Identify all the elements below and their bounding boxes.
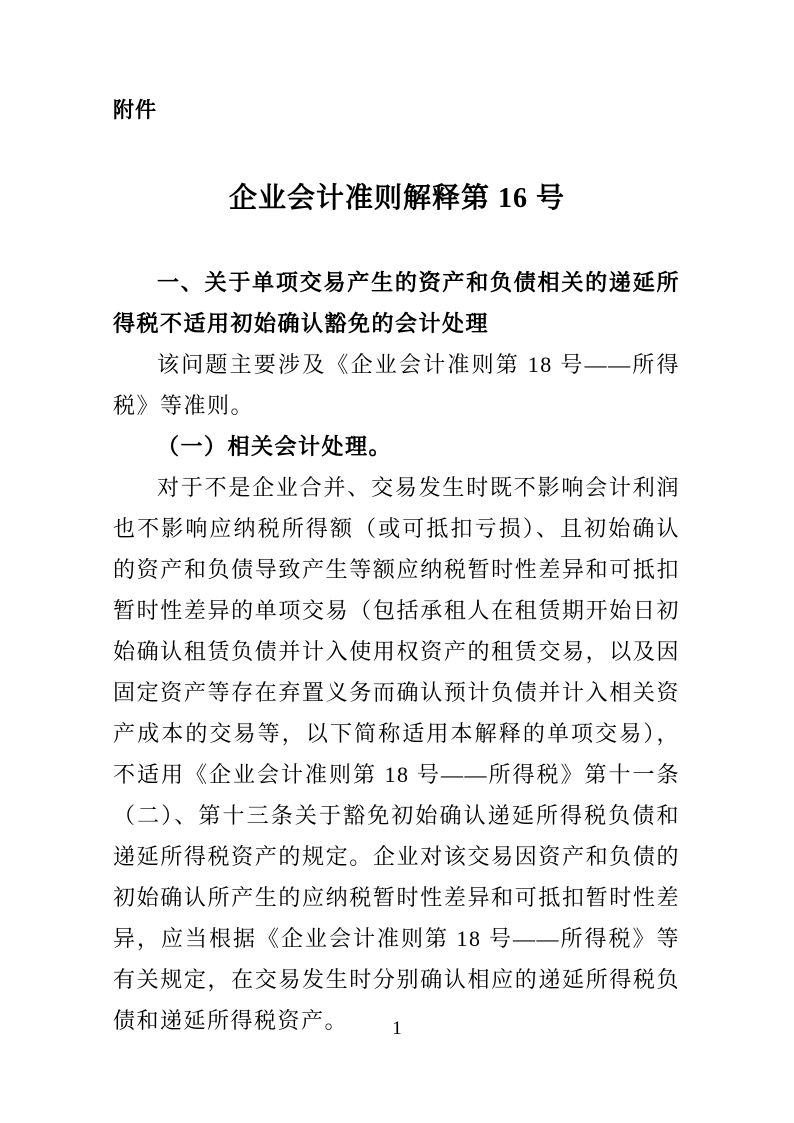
section-intro-paragraph: 该问题主要涉及《企业会计准则第 18 号——所得税》等准则。 — [113, 352, 680, 418]
page-number: 1 — [392, 1018, 402, 1039]
subsection-heading: （一）相关会计处理。 — [157, 434, 393, 459]
subsection-paragraph: 对于不是企业合并、交易发生时既不影响会计利润也不影响应纳税所得额（或可抵扣亏损）、且初始确认的资产和负债导致产生等额应纳税暂时性差异和可抵扣暂时性差异的单项交易（包括承租人在租赁期开始日初始确认租赁负债并计入使用权资产的租赁交易，以及因固定资产等存在弃置义务而确认预计负债并计入相关资产成本的交易等，以下简称适用本解释的单项交易），不适用《企业会计准则第 18 号——所得税》第十一条（二）、第十三条关于豁免初始确认递延所得税负债和递延所得税资产的规定。企业对该交易因资产和负债的初始确认所产生的应纳税暂时性差异和可抵扣暂时性差异，应当根据《企业会计准则第 18 号——所得税》等有关规定，在交易发生时分别确认相应的递延所得税负债和递延所得税资产。 — [113, 475, 680, 1033]
section-heading: 一、关于单项交易产生的资产和负债相关的递延所得税不适用初始确认豁免的会计处理 — [113, 270, 680, 336]
document-title: 企业会计准则解释第 16 号 — [228, 183, 565, 214]
attachment-label: 附件 — [113, 99, 157, 122]
document-body — [113, 262, 680, 1041]
